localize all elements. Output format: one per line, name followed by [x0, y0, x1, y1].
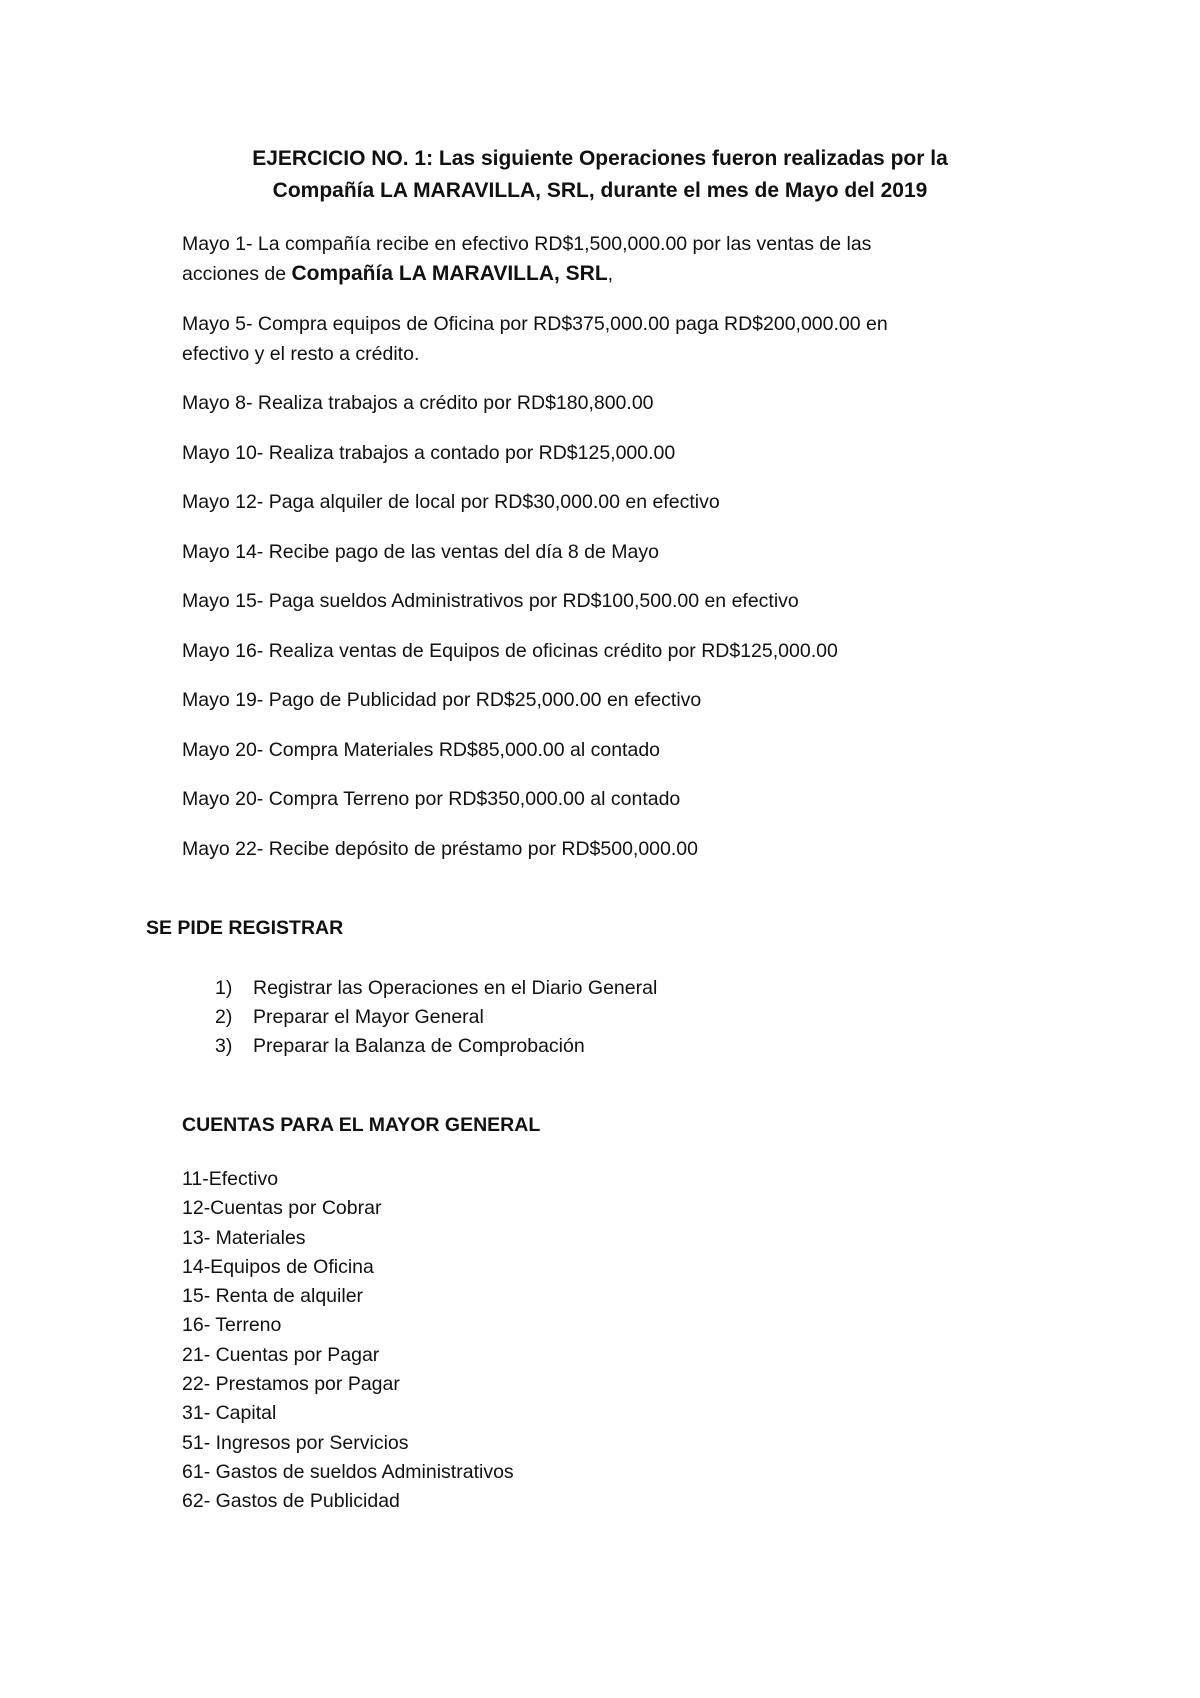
account-item: 61- Gastos de sueldos Administrativos — [182, 1460, 514, 1483]
account-item: 21- Cuentas por Pagar — [182, 1343, 380, 1366]
operation-line: Mayo 14- Recibe pago de las ventas del día 8 de Mayo — [182, 540, 659, 563]
operation-item — [182, 537, 1062, 567]
operation-line — [182, 259, 1062, 289]
account-item: 13- Materiales — [182, 1226, 306, 1249]
title-line-2: Compañía LA MARAVILLA, SRL, durante el mes de Mayo del 2019 — [272, 179, 928, 202]
operation-item — [182, 685, 1062, 715]
account-item: 62- Gastos de Publicidad — [182, 1490, 400, 1513]
task-number: 3) — [215, 1035, 233, 1057]
operation-line: efectivo y el resto a crédito. — [182, 342, 420, 365]
operation-item — [182, 388, 1062, 418]
task-number: 2) — [215, 1006, 233, 1028]
account-item: 15- Renta de alquiler — [182, 1285, 364, 1308]
company-name: Compañía LA MARAVILLA, SRL — [291, 262, 608, 285]
operation-item — [182, 438, 1062, 468]
operation-item — [182, 586, 1062, 616]
accounts-list — [182, 1165, 514, 1517]
operation-item — [182, 229, 1062, 289]
account-item: 12-Cuentas por Cobrar — [182, 1197, 382, 1220]
operations-list — [182, 229, 1062, 883]
operation-item — [182, 487, 1062, 517]
operation-text: , — [607, 263, 614, 285]
task-item — [215, 1032, 657, 1061]
section-heading-se-pide: SE PIDE REGISTRAR — [146, 917, 344, 939]
task-text: Registrar las Operaciones en el Diario General — [253, 977, 658, 999]
account-item: 16- Terreno — [182, 1314, 282, 1337]
account-item: 22- Prestamos por Pagar — [182, 1373, 400, 1396]
operation-line: Mayo 15- Paga sueldos Administrativos por RD$100,500.00 en efectivo — [182, 590, 799, 612]
task-text: Preparar el Mayor General — [253, 1006, 484, 1028]
operation-line: Mayo 19- Pago de Publicidad por RD$25,000.00 en efectivo — [182, 689, 702, 711]
task-item — [215, 974, 657, 1003]
task-text: Preparar la Balanza de Comprobación — [253, 1035, 585, 1057]
title-line-1: EJERCICIO NO. 1: Las siguiente Operaciones fueron realizadas por la — [252, 147, 948, 170]
operation-line: Mayo 12- Paga alquiler de local por RD$30,000.00 en efectivo — [182, 491, 720, 513]
task-list — [215, 974, 657, 1061]
operation-line: Mayo 20- Compra Terreno por RD$350,000.00 al contado — [182, 788, 681, 810]
operation-item — [182, 309, 1062, 369]
operation-item — [182, 636, 1062, 666]
operation-item — [182, 735, 1062, 765]
operation-line: Mayo 16- Realiza ventas de Equipos de oficinas crédito por RD$125,000.00 — [182, 639, 838, 662]
account-item: 11-Efectivo — [182, 1168, 279, 1190]
operation-line: Mayo 10- Realiza trabajos a contado por RD$125,000.00 — [182, 441, 676, 464]
account-item: 14-Equipos de Oficina — [182, 1255, 374, 1278]
account-item: 31- Capital — [182, 1402, 277, 1425]
operation-line: Mayo 22- Recibe depósito de préstamo por RD$500,000.00 — [182, 837, 698, 860]
operation-line: Mayo 5- Compra equipos de Oficina por RD$375,000.00 paga RD$200,000.00 en — [182, 312, 888, 335]
account-item: 51- Ingresos por Servicios — [182, 1431, 409, 1454]
operation-text: acciones de — [182, 263, 292, 285]
operation-item — [182, 834, 1062, 864]
task-number: 1) — [215, 977, 233, 999]
section-heading-cuentas: CUENTAS PARA EL MAYOR GENERAL — [182, 1114, 541, 1136]
exercise-title — [120, 143, 1080, 207]
operation-line: Mayo 8- Realiza trabajos a crédito por RD$180,800.00 — [182, 392, 654, 414]
operation-line: Mayo 20- Compra Materiales RD$85,000.00 al contado — [182, 738, 661, 761]
task-item — [215, 1003, 657, 1032]
operation-item — [182, 784, 1062, 814]
operation-line: Mayo 1- La compañía recibe en efectivo RD$1,500,000.00 por las ventas de las — [182, 233, 872, 255]
